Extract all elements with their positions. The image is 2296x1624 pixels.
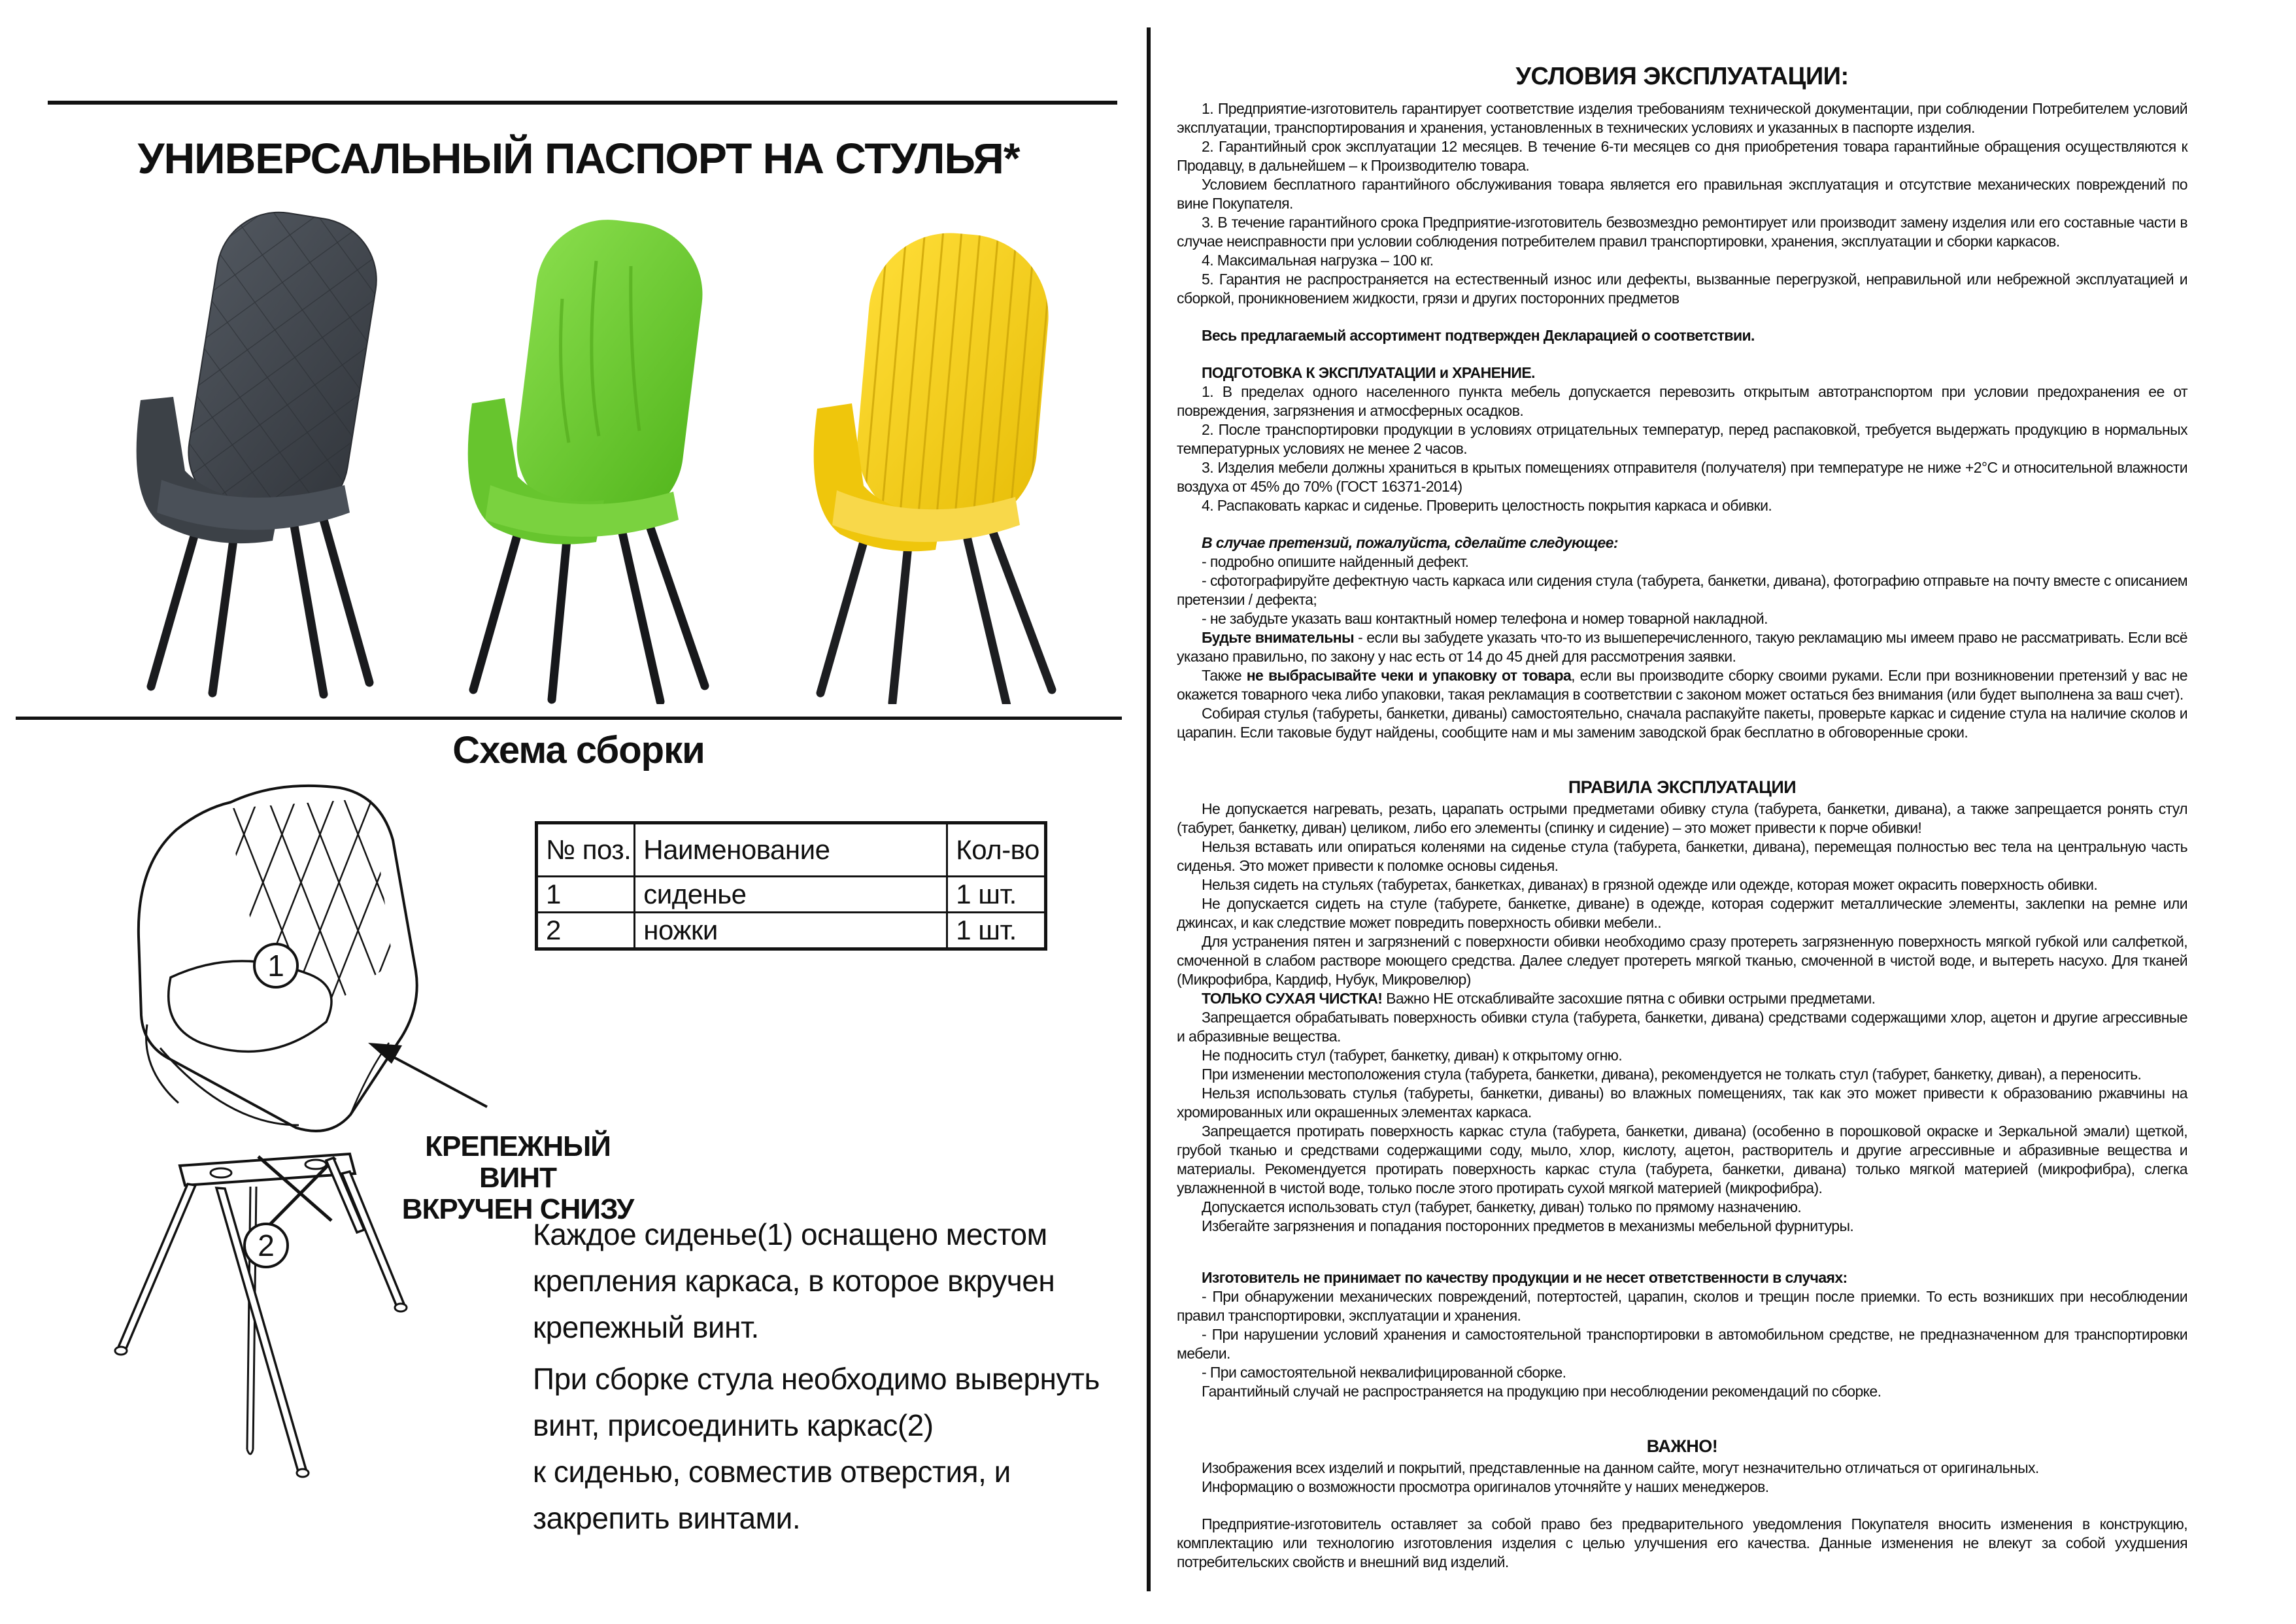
assembly-instruction-line: Каждое сиденье(1) оснащено местом xyxy=(533,1217,1047,1251)
assembly-instruction-line: При сборке стула необходимо вывернуть xyxy=(533,1362,1100,1396)
chairs-photo xyxy=(65,211,1066,704)
document-title: УНИВЕРСАЛЬНЫЙ ПАСПОРТ НА СТУЛЬЯ* xyxy=(137,134,1020,182)
seat-drawing xyxy=(139,762,471,1131)
paragraph: Нельзя сидеть на стульях (табуретах, банкетках, диванах) в грязной одежде или одежде, которая может окрасить поверхность обивки. xyxy=(1202,876,2098,893)
table-header-cell: Наименование xyxy=(635,823,947,877)
parts-table xyxy=(535,821,1047,951)
assembly-instruction-line: винт, присоединить каркас(2) xyxy=(533,1408,934,1442)
paragraph: 1. В пределах одного населенного пункта мебель допускается перевозить открытым автотранспортом при условии предохранения ее от повреждения, загрязнения и атмосферных осадков. xyxy=(1177,383,2187,419)
section-heading: Изготовитель не принимает по качеству продукции и не несет ответственности в случаях: xyxy=(1202,1269,1848,1286)
table-row xyxy=(537,877,1046,913)
screw-pointer-arrow xyxy=(368,1043,487,1107)
paragraph: Информацию о возможности просмотра оригиналов уточняйте у наших менеджеров. xyxy=(1202,1478,1769,1495)
assembly-instructions xyxy=(533,1211,1141,1542)
section-divider-rule xyxy=(16,717,1122,720)
table-cell: ножки xyxy=(635,913,947,949)
paragraph: При изменении местоположения стула (табурета, банкетки, дивана), рекомендуется не толкать стул (табурет, банкетку, диван), а переносить. xyxy=(1202,1066,2142,1083)
paragraph: - При нарушении условий хранения и самостоятельной транспортировки в автомобильном средстве, не предназначенном для транспортировки мебели. xyxy=(1177,1326,2187,1362)
section-heading: ПОДГОТОВКА К ЭКСПЛУАТАЦИИ и ХРАНЕНИЕ. xyxy=(1202,364,1535,381)
paragraph: - При самостоятельной неквалифицированной сборке. xyxy=(1202,1364,1566,1381)
frame-drawing xyxy=(115,1154,407,1477)
paragraph: 1. Предприятие-изготовитель гарантирует соответствие изделия требованиям технической документации, при соблюдении Потребителем условий эксплуатации, транспортирования и хранения, установленных в технических условиях и указанных в паспорте изделия. xyxy=(1177,100,2187,136)
paragraph: Допускается использовать стул (табурет, банкетку, диван) только по прямому назначению. xyxy=(1202,1198,1802,1215)
part-1-label: 1 xyxy=(267,949,284,983)
right-column-content xyxy=(1177,61,2187,1572)
paragraph: 2. Гарантийный срок эксплуатации 12 месяцев. В течение 6-ти месяцев со дня приобретения товара гарантийные обращения осуществляются к Продавцу, в дальнейшем – к Производителю товара. xyxy=(1177,138,2187,174)
paragraph: Собирая стулья (табуреты, банкетки, диваны) самостоятельно, сначала распакуйте пакеты, проверьте каркас и сидение стула на наличие сколов и царапин. Если таковые будут найдены, сообщите нам и мы заменим заводской брак бесплатно в обговоренные сроки. xyxy=(1177,705,2187,741)
paragraph: Не допускается нагревать, резать, царапать острыми предметами обивку стула (табурета, банкетки, дивана), а также запрещается ронять стул (табурет, банкетку, диван) целиком, либо его элементы (спинку и сидение) – это может привести к порче обивки! xyxy=(1177,800,2187,836)
chair-gray xyxy=(137,211,386,694)
paragraph: Запрещается обрабатывать поверхность обивки стула (табурета, банкетки, дивана) средствами содержащими хлор, ацетон и другие агрессивные и абразивные вещества. xyxy=(1177,1009,2187,1045)
paragraph: - При обнаружении механических повреждений, потертостей, царапин, сколов и трещин после приемки. То есть возникших при несоблюдении правил транспортировки, эксплуатации и хранения. xyxy=(1177,1288,2187,1324)
paragraph: Избегайте загрязнения и попадания посторонних предметов в механизмы мебельной фурнитуры. xyxy=(1202,1217,1854,1234)
paragraph: 2. После транспортировки продукции в условиях отрицательных температур, перед распаковкой, требуется выдержать продукцию в нормальных температурных условиях не менее 2 часов. xyxy=(1177,421,2187,457)
table-cell: 1 шт. xyxy=(947,877,1046,913)
top-rule xyxy=(48,101,1117,105)
fixing-screw-callout-line2: ВКРУЧЕН СНИЗУ xyxy=(401,1193,634,1225)
part-2-marker xyxy=(245,1224,288,1267)
paragraph: - не забудьте указать ваш контактный номер телефона и номер товарной накладной. xyxy=(1202,610,1768,627)
assembly-instruction-line: крепежный винт. xyxy=(533,1310,759,1344)
paragraph: 5. Гарантия не распространяется на естественный износ или дефекты, вызванные перегрузкой, неправильной или небрежной эксплуатацией и сборкой, проникновением жидкости, грязи и других посторонних предметов xyxy=(1177,271,2187,307)
part-2-label: 2 xyxy=(258,1228,275,1262)
table-header-cell: № поз. xyxy=(537,823,635,877)
assembly-instruction-line: закрепить винтами. xyxy=(533,1501,801,1535)
section-heading: ПРАВИЛА ЭКСПЛУАТАЦИИ xyxy=(1568,777,1797,797)
chair-green xyxy=(468,211,711,702)
column-divider xyxy=(1147,27,1151,1591)
section-heading: ВАЖНО! xyxy=(1646,1436,1718,1456)
paragraph: Предприятие-изготовитель оставляет за собой право без предварительного уведомления Покупателя вносить изменения в конструкцию, комплектацию или технологию изготовления изделия с целью улучшения его качества. Данные изменения не влекут за собой ухудшения потребительских свойств и внешний вид изделий. xyxy=(1177,1515,2187,1570)
paragraph: Также не выбрасывайте чеки и упаковку от товара, если вы производите сборку своими руками. Если при возникновении претензий у вас не окажется товарного чека либо упаковки, такая рекламация в соответствии с законом может остаться без внимания (или будет выполнена за ваш счет). xyxy=(1177,667,2187,703)
paragraph: 3. В течение гарантийного срока Предприятие-изготовитель безвозмездно ремонтирует или производит замену изделия или его составные части в случае неисправности при условии соблюдения потребителем правил транспортировки, хранения, эксплуатации и сборки каркасов. xyxy=(1177,214,2187,250)
paragraph: - подробно опишите найденный дефект. xyxy=(1202,553,1469,570)
section-heading: УСЛОВИЯ ЭКСПЛУАТАЦИИ: xyxy=(1515,63,1849,90)
section-heading: В случае претензий, пожалуйста, сделайте следующее: xyxy=(1202,534,1618,551)
table-header-cell: Кол-во xyxy=(947,823,1046,877)
paragraph: Изображения всех изделий и покрытий, представленные на данном сайте, могут незначительно отличаться от оригинальных. xyxy=(1202,1459,2039,1476)
paragraph: 4. Максимальная нагрузка – 100 кг. xyxy=(1202,252,1434,269)
paragraph: Будьте внимательны - если вы забудете указать что-то из вышеперечисленного, такую рекламацию мы имеем право не рассматривать. Если всё указано правильно, по закону у нас есть от 14 до 45 дней для рассмотрения заявки. xyxy=(1177,629,2187,665)
paragraph: Условием бесплатного гарантийного обслуживания товара является его правильная эксплуатация и отсутствие механических повреждений по вине Покупателя. xyxy=(1177,176,2187,212)
paragraph: - сфотографируйте дефектную часть каркаса или сидения стула (табурета, банкетки, дивана), фотографию отправьте на почту вместе с описанием претензии / дефекта; xyxy=(1177,572,2187,608)
assembly-scheme-title: Схема сборки xyxy=(452,729,705,771)
fixing-screw-callout-line1: КРЕПЕЖНЫЙ ВИНТ xyxy=(425,1130,611,1194)
paragraph: 3. Изделия мебели должны храниться в крытых помещениях отправителя (получателя) при температуре не ниже +2°С и относительной влажности воздуха от 45% до 70% (ГОСТ 16371-2014) xyxy=(1177,459,2187,495)
paragraph: Для устранения пятен и загрязнений с поверхности обивки необходимо сразу протереть загрязненную поверхность мягкой губкой или салфеткой, смоченной в слабом растворе моющего средства. Далее следует протереть мягкой тканью, смоченной в чистой воде, и вытереть насухо. Для тканей (Микрофибра, Кардиф, Нубук, Микровелюр) xyxy=(1177,933,2187,988)
paragraph: Нельзя вставать или опираться коленями на сиденье стула (табурета, банкетки, дивана), перемещая полностью вес тела на центральную часть сиденья. Это может привести к поломке основы сиденья. xyxy=(1177,838,2187,874)
paragraph: Гарантийный случай не распространяется на продукцию при несоблюдении рекомендаций по сборке. xyxy=(1202,1383,1882,1400)
part-1-marker xyxy=(254,944,297,987)
assembly-instruction-line: крепления каркаса, в которое вкручен xyxy=(533,1264,1055,1298)
paragraph: 4. Распаковать каркас и сиденье. Проверить целостность покрытия каркаса и обивки. xyxy=(1202,497,1772,514)
paragraph: ТОЛЬКО СУХАЯ ЧИСТКА! Важно НЕ отскабливайте засохшие пятна с обивки острыми предметами. xyxy=(1202,990,1876,1007)
chair-yellow xyxy=(814,226,1055,704)
assembly-instruction-line: к сиденью, совместив отверстия, и xyxy=(533,1455,1011,1489)
table-cell: сиденье xyxy=(635,877,947,913)
table-row xyxy=(537,913,1046,949)
paragraph: Нельзя использовать стулья (табуреты, банкетки, диваны) во влажных помещениях, так как это может привести к образованию ржавчины на хромированных или окрашенных элементах каркаса. xyxy=(1177,1085,2187,1121)
table-cell: 1 шт. xyxy=(947,913,1046,949)
paragraph: Запрещается протирать поверхность каркас стула (табурета, банкетки, дивана) (особенно в порошковой окраске и Зеркальной эмали) щеткой, грубой тканью и средствами содержащими соду, мыло, хлор, кислоту, ацетон, растворитель и другие агрессивные и абразивные вещества и материалы. Рекомендуется протирать поверхность каркас стула (табурета, банкетки, дивана) только мягкой материей (микрофибра), слегка увлажненной в чистой воде, только после этого протирать сухой мягкой материей (микрофибра). xyxy=(1177,1123,2187,1196)
paragraph: Не подносить стул (табурет, банкетку, диван) к открытому огню. xyxy=(1202,1047,1623,1064)
table-header-row xyxy=(537,823,1046,877)
paragraph: Не допускается сидеть на стуле (табурете, банкетке, диване) в одежде, которая содержит металлические элементы, заклепки на ремне или джинсах, и как следствие может повредить поверхность обивки мебели.. xyxy=(1177,895,2187,931)
paragraph: Весь предлагаемый ассортимент подтвержден Декларацией о соответствии. xyxy=(1202,327,1755,344)
table-cell: 2 xyxy=(537,913,635,949)
table-cell: 1 xyxy=(537,877,635,913)
